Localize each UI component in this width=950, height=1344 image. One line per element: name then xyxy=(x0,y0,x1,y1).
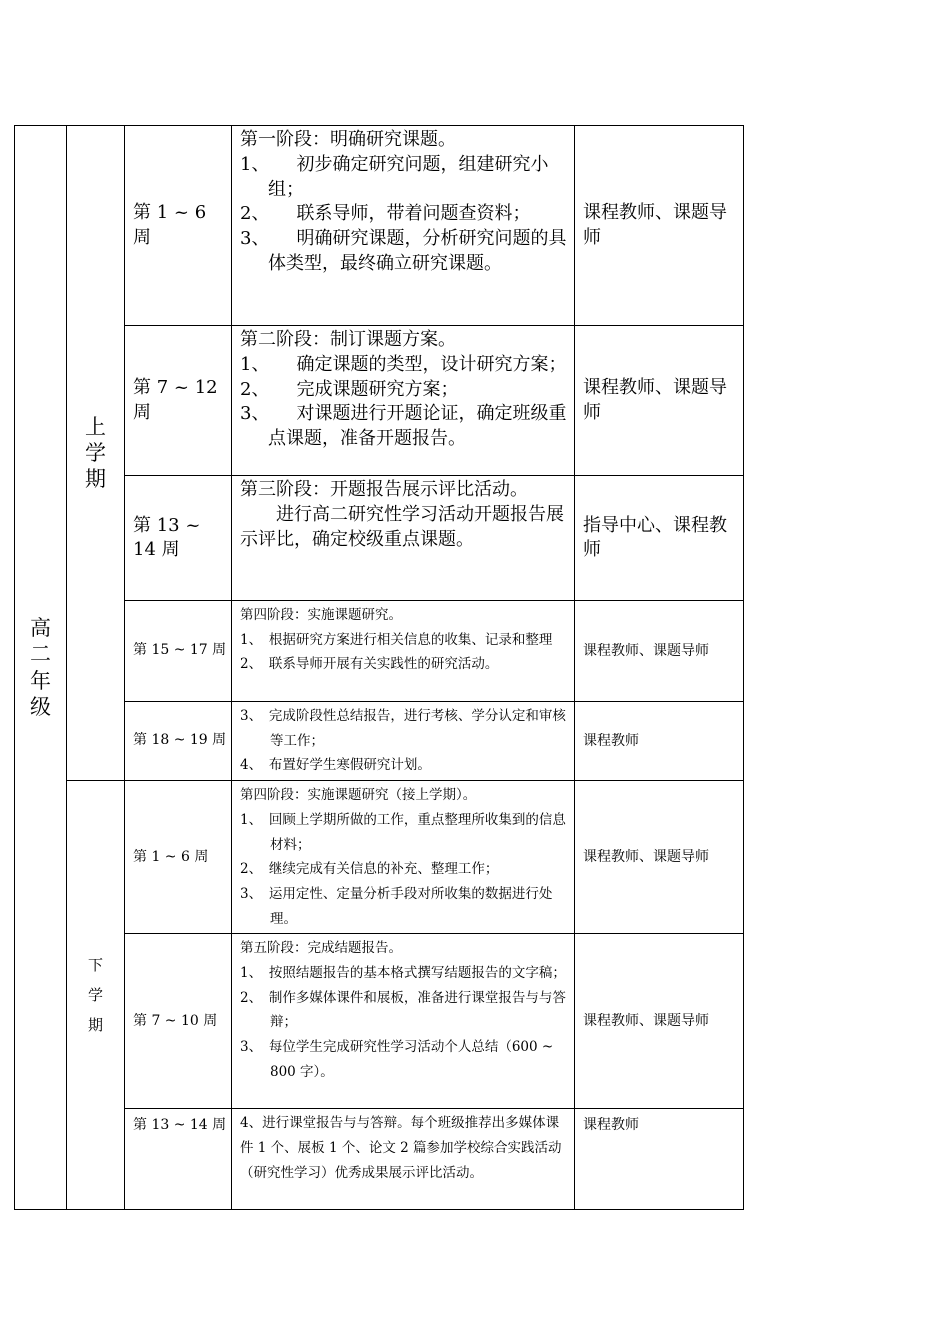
stage-title: 第四阶段：实施课题研究（接上学期）。 xyxy=(240,787,477,804)
responsible-cell: 课程教师、课题导师 xyxy=(575,781,744,934)
table-row xyxy=(15,476,744,601)
week-cell: 第 1 ~ 6 周 xyxy=(125,126,232,326)
semester-cell xyxy=(67,126,125,781)
table-row xyxy=(15,326,744,476)
list-item: 2、 继续完成有关信息的补充、整理工作； xyxy=(240,861,499,878)
semester-label: 下学期 xyxy=(87,956,103,1035)
content-cell xyxy=(232,601,575,702)
responsible-cell: 课程教师 xyxy=(575,702,744,781)
week-cell: 第 7 ~ 12 周 xyxy=(125,326,232,476)
responsible-cell: 课程教师 xyxy=(575,1109,744,1210)
list-item: 2、 完成课题研究方案； xyxy=(240,378,459,400)
responsible-cell: 课程教师、课题导师 xyxy=(575,326,744,476)
list-item: 2、 联系导师开展有关实践性的研究活动。 xyxy=(240,656,499,673)
content-cell xyxy=(232,1109,575,1210)
list-item: 3、 完成阶段性总结报告，进行考核、学分认定和审核等工作； xyxy=(240,708,566,749)
table-row xyxy=(15,702,744,781)
list-item: 3、 每位学生完成研究性学习活动个人总结（600 ~ 800 字）。 xyxy=(240,1039,554,1080)
list-item: 3、 运用定性、定量分析手段对所收集的数据进行处理。 xyxy=(240,885,553,927)
content-cell xyxy=(232,934,575,1109)
week-cell: 第 13 ~ 14 周 xyxy=(125,476,232,601)
table-row xyxy=(15,781,744,934)
content-cell xyxy=(232,781,575,934)
stage-title: 第二阶段：制订课题方案。 xyxy=(240,329,456,350)
table-row xyxy=(15,934,744,1109)
responsible-cell: 课程教师、课题导师 xyxy=(575,601,744,702)
list-item: 1、 确定课题的类型，设计研究方案； xyxy=(240,353,567,375)
table-row xyxy=(15,601,744,702)
schedule-table xyxy=(14,125,744,1210)
week-cell: 第 1 ~ 6 周 xyxy=(125,781,232,934)
table-row xyxy=(15,1109,744,1210)
table-row xyxy=(15,126,744,326)
list-item: 3、 明确研究课题，分析研究问题的具体类型，最终确立研究课题。 xyxy=(240,228,567,275)
list-item: 1、 按照结题报告的基本格式撰写结题报告的文字稿； xyxy=(240,965,566,982)
list-item: 2、 制作多媒体课件和展板，准备进行课堂报告与与答辩； xyxy=(240,989,566,1031)
stage-title: 第三阶段：开题报告展示评比活动。 xyxy=(240,479,528,500)
content-cell xyxy=(232,702,575,781)
stage-title: 第五阶段：完成结题报告。 xyxy=(240,940,402,957)
semester-cell xyxy=(67,781,125,1210)
content-cell xyxy=(232,476,575,601)
week-cell: 第 7 ~ 10 周 xyxy=(125,934,232,1109)
responsible-cell: 课程教师、课题导师 xyxy=(575,126,744,326)
content-cell xyxy=(232,126,575,326)
list-item: 1、 根据研究方案进行相关信息的收集、记录和整理 xyxy=(240,631,553,648)
list-item: 1、 初步确定研究问题，组建研究小组； xyxy=(240,153,549,200)
list-item: 1、 回顾上学期所做的工作，重点整理所收集到的信息材料； xyxy=(240,811,566,853)
list-item: 4、 布置好学生寒假研究计划。 xyxy=(240,757,431,774)
list-item: 2、 联系导师，带着问题查资料； xyxy=(240,203,531,225)
stage-title: 第四阶段：实施课题研究。 xyxy=(240,607,402,623)
list-item: 3、 对课题进行开题论证，确定班级重点课题，准备开题报告。 xyxy=(240,403,567,450)
week-cell: 第 15 ~ 17 周 xyxy=(125,601,232,702)
stage-paragraph: 4、进行课堂报告与与答辩。每个班级推荐出多媒体课件 1 个、展板 1 个、论文 2 篇参加学校综合实践活动（研究性学习）优秀成果展示评比活动。 xyxy=(240,1115,562,1181)
semester-label: 上学期 xyxy=(85,414,106,492)
grade-label: 高二年级 xyxy=(30,616,51,719)
content-cell xyxy=(232,326,575,476)
stage-paragraph: 进行高二研究性学习活动开题报告展示评比，确定校级重点课题。 xyxy=(240,503,564,550)
week-cell: 第 13 ~ 14 周 xyxy=(125,1109,232,1210)
week-cell: 第 18 ~ 19 周 xyxy=(125,702,232,781)
responsible-cell: 指导中心、课程教师 xyxy=(575,476,744,601)
grade-cell xyxy=(15,126,67,1210)
stage-title: 第一阶段：明确研究课题。 xyxy=(240,129,456,150)
responsible-cell: 课程教师、课题导师 xyxy=(575,934,744,1109)
